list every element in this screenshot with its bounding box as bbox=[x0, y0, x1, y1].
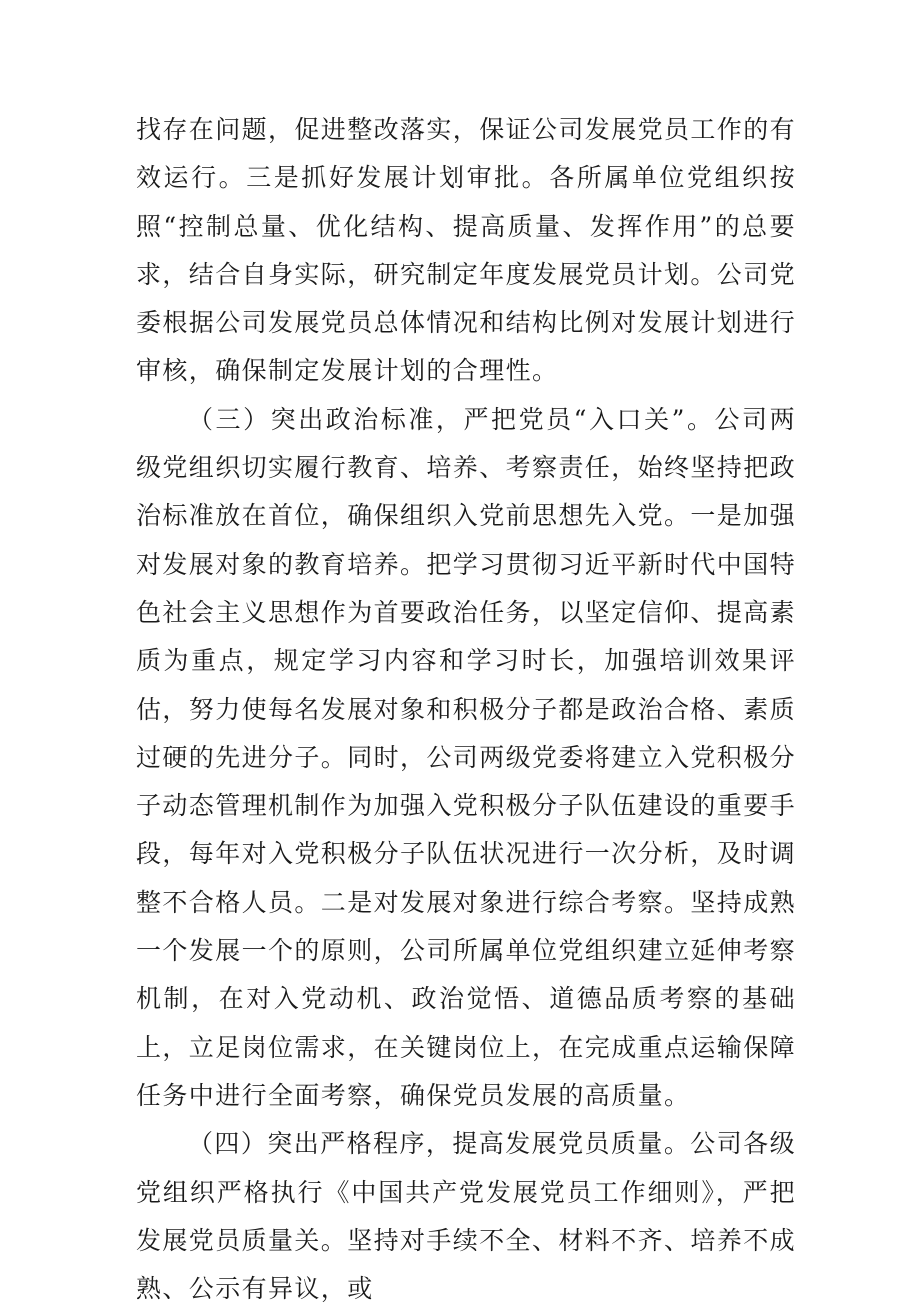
document-body bbox=[136, 106, 796, 1313]
paragraph-3-section-four: （四）突出严格程序，提高发展党员质量。公司各级党组织严格执行《中国共产党发展党员工作细则》，严把发展党员质量关。坚持对手续不全、材料不齐、培养不成熟、公示有异议，或 bbox=[136, 1129, 797, 1304]
paragraph-2-section-three: （三）突出政治标准，严把党员“入口关”。公司两级党组织切实履行教育、培养、考察责任，始终坚持把政治标准放在首位，确保组织入党前思想先入党。一是加强对发展对象的教育培养。把学习贯彻习近平新时代中国特色社会主义思想作为首要政治任务，以坚定信仰、提高素质为重点，规定学习内容和学习时长，加强培训效果评估，努力使每名发展对象和积极分子都是政治合格、素质过硬的先进分子。同时，公司两级党委将建立入党积极分子动态管理机制作为加强入党积极分子队伍建设的重要手段，每年对入党积极分子队伍状况进行一次分析，及时调整不合格人员。二是对发展对象进行综合考察。坚持成熟一个发展一个的原则，公司所属单位党组织建立延伸考察机制，在对入党动机、政治觉悟、道德品质考察的基础上，立足岗位需求，在关键岗位上，在完成重点运输保障任务中进行全面考察，确保党员发展的高质量。 bbox=[136, 404, 797, 1110]
paragraph-1: 找存在问题，促进整改落实，保证公司发展党员工作的有效运行。三是抓好发展计划审批。各所属单位党组织按照“控制总量、优化结构、提高质量、发挥作用”的总要求，结合自身实际，研究制定年度发展党员计划。公司党委根据公司发展党员总体情况和结构比例对发展计划进行审核，确保制定发展计划的合理性。 bbox=[136, 115, 797, 386]
